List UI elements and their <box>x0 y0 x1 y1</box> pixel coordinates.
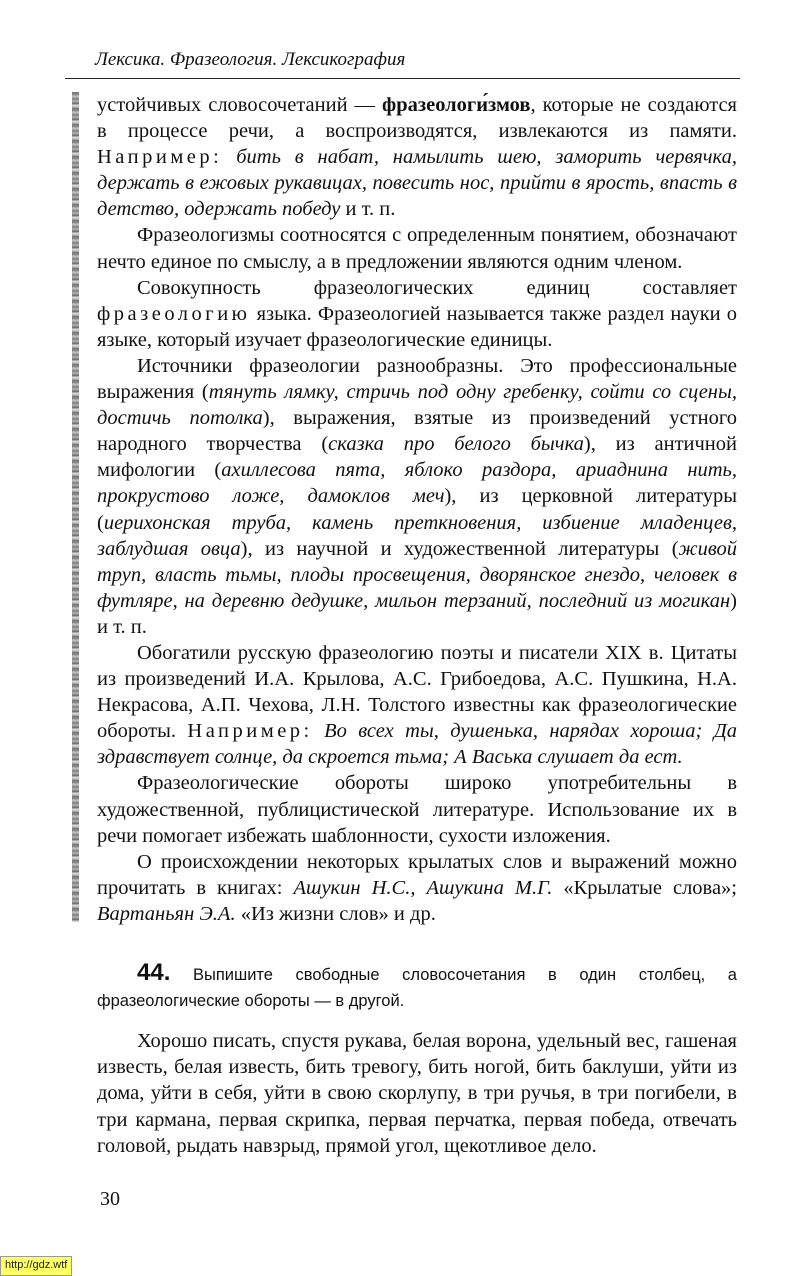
examples: Во всех ты, душенька, нарядах хороша; Да здравствует солнце, да скроется тьма; А Васька слушает да ест. <box>97 720 737 769</box>
exercise-instruction-text: Выпишите свободные словосочетания в один столбец, а фразеологические обороты — в другой. <box>97 966 737 1010</box>
running-header: Лексика. Фразеология. Лексикография <box>95 49 406 70</box>
term-phraseology: фразеологию <box>97 302 251 325</box>
examples: бить в набат, намылить шею, заморить червячка, держать в ежовых рукавицах, повесить нос, прийти в ярость, впасть в детство, одержать победу <box>97 146 737 221</box>
example-label: Например: <box>97 146 223 169</box>
paragraph-1: устойчивых словосочетаний — фразеологи́змов, которые не создаются в процессе речи, а воспроизводятся, извлекаются из памяти. Например: бить в набат, намылить шею, заморить червячка, держать в ежовых рукавицах, повесить нос, прийти в ярость, впасть в детство, одержать победу и т. п. <box>97 94 737 221</box>
header-divider <box>65 78 740 79</box>
exercise-instruction <box>97 960 737 1014</box>
paragraph-5: Обогатили русскую фразеологию поэты и писатели XIX в. Цитаты из произведений И.А. Крылова, А.С. Грибоедова, А.С. Пушкина, Н.А. Некрасова, А.П. Чехова, Л.Н. Толстого известны как фразеологические обороты. Например: Во всех ты, душенька, нарядах хороша; Да здравствует солнце, да скроется тьма; А Васька слушает да ест. <box>97 641 737 769</box>
paragraph-4: Источники фразеологии разнообразны. Это профессиональные выражения (тянуть лямку, стричь под одну гребенку, сойти со сцены, достичь потолка), выражения, взятые из произведений устного народного творчества (сказка про белого бычка), из античной мифологии (ахиллесова пята, яблоко раздора, ариаднина нить, прокрустово ложе, дамоклов меч), из церковной литературы (иерихонская труба, камень преткновения, избиение младенцев, заблудшая овца), из научной и художественной литературы (живой труп, власть тьмы, плоды просвещения, дворянское гнездо, человек в футляре, на деревню дедушке, мильон терзаний, последний из могикан) и т. п. <box>97 354 737 638</box>
author-1: Ашукин Н.С., Ашукина М.Г. <box>293 876 553 899</box>
exercise-number: 44. <box>137 959 171 986</box>
exercise-text: Хорошо писать, спустя рукава, белая ворона, удельный вес, гашеная известь, белая известь, бить тревогу, бить ногой, бить баклуши, уйти из дома, уйти в себя, уйти в свою скорлупу, в три ручья, в три погибели, в три кармана, первая скрипка, первая перчатка, первая победа, отвечать головой, рыдать навзрыд, прямой угол, щекотливое дело. <box>97 1030 737 1157</box>
paragraph-2: Фразеологизмы соотносятся с определенным понятием, обозначают нечто единое по смыслу, а в предложении являются одним членом. <box>97 224 737 273</box>
page-number: 30 <box>100 1188 120 1210</box>
scan-artifact-margin <box>72 92 79 922</box>
paragraph-3: Совокупность фразеологических единиц составляет фразеологию языка. Фразеологией называется также раздел науки о языке, который изучает фразеологические единицы. <box>97 276 737 351</box>
example-label: Например: <box>187 720 313 743</box>
main-text <box>97 92 737 927</box>
author-2: Вартаньян Э.А. <box>97 902 236 925</box>
watermark-link[interactable]: http://gdz.wtf <box>0 1256 72 1276</box>
paragraph-6: Фразеологические обороты широко употребительны в художественной, публицистической литературе. Использование их в речи помогает избежать шаблонности, сухости изложения. <box>97 772 737 847</box>
paragraph-7: О происхождении некоторых крылатых слов и выражений можно прочитать в книгах: Ашукин Н.С., Ашукина М.Г. «Крылатые слова»; Вартаньян Э.А. «Из жизни слов» и др. <box>97 850 738 925</box>
term-phraseologisms: фразеологи́змов <box>382 94 531 116</box>
